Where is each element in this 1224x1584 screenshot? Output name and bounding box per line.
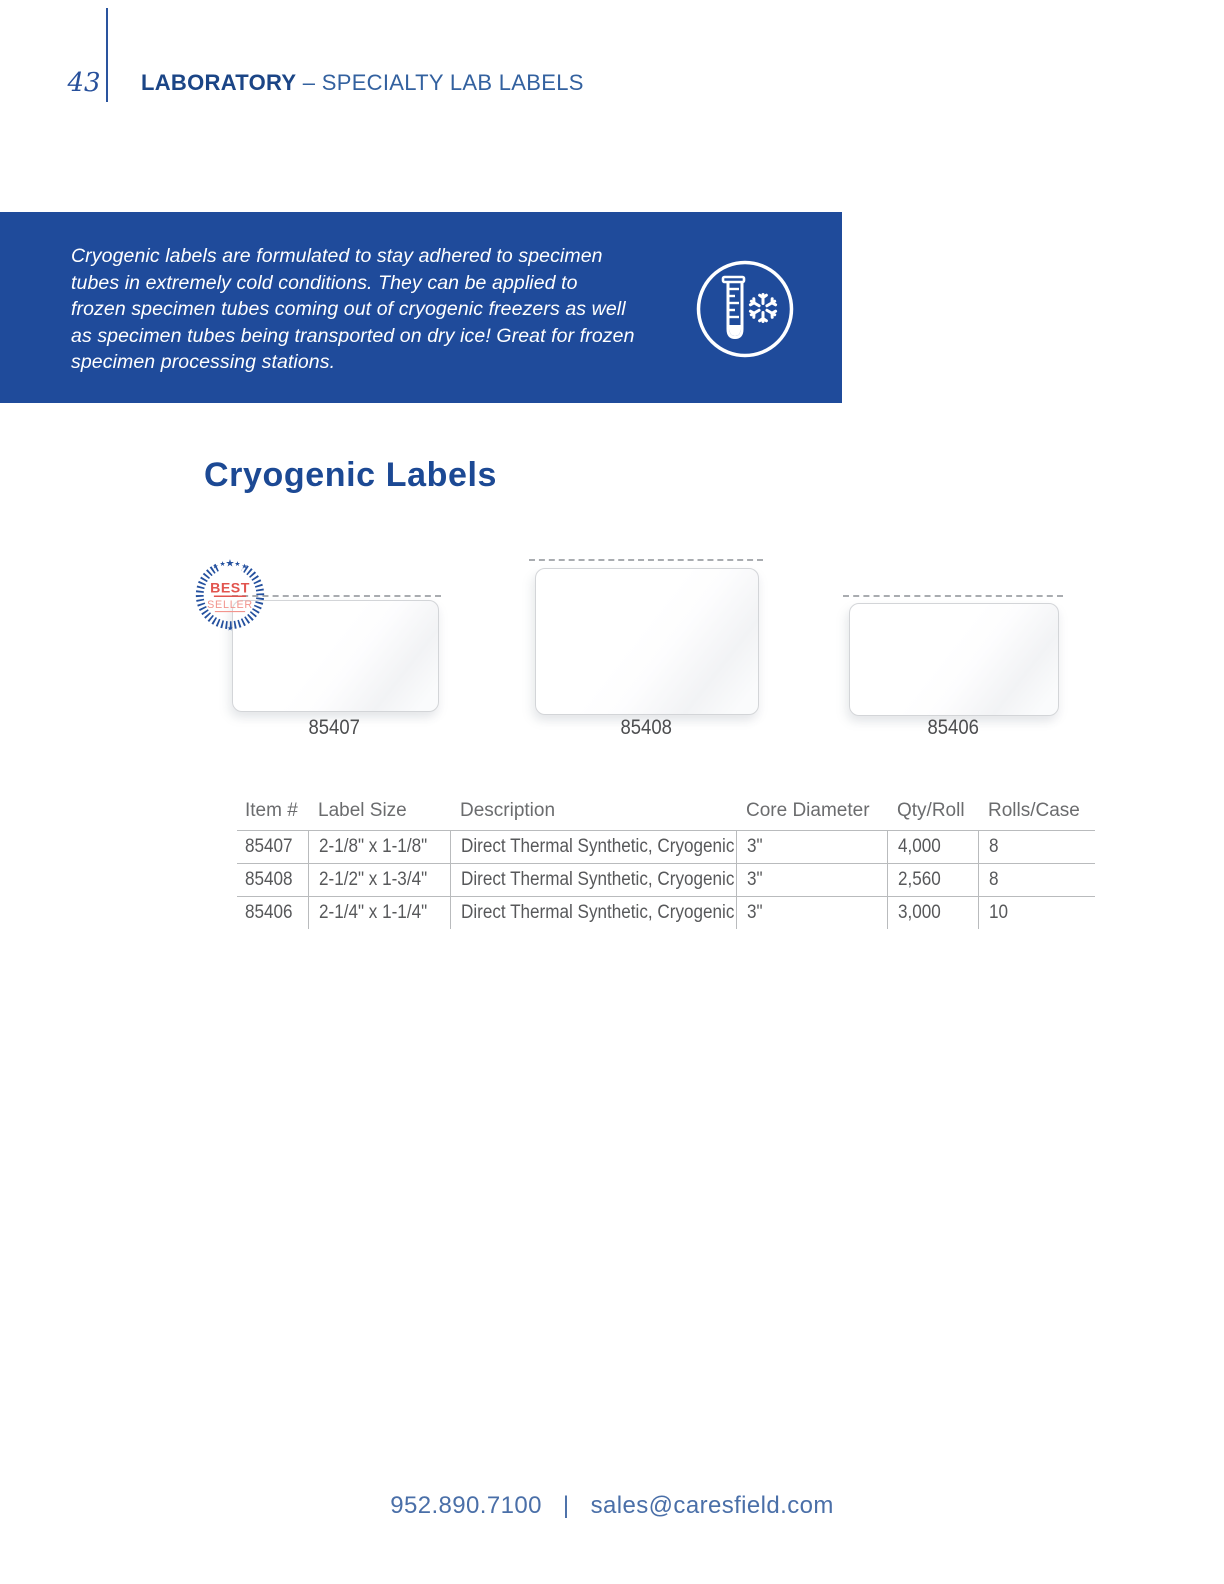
product-table	[237, 796, 1095, 929]
label-image-85406	[849, 603, 1059, 716]
page-number: 43	[67, 68, 101, 98]
test-tube-snowflake-icon	[694, 258, 796, 360]
cell-description: Direct Thermal Synthetic, Cryogenic	[450, 830, 736, 863]
cell-description: Direct Thermal Synthetic, Cryogenic	[450, 896, 736, 929]
perforation-line	[843, 595, 1063, 597]
banner-line: Cryogenic labels are formulated to stay adhered to specimen	[71, 245, 603, 267]
label-item-number: 85408	[620, 716, 672, 739]
page-footer	[0, 1492, 1224, 1520]
banner-line: as specimen tubes being transported on dry ice! Great for frozen	[71, 324, 635, 347]
cell-qty-roll: 3,000	[887, 896, 978, 929]
cell-label-size: 2-1/4" x 1-1/4"	[308, 896, 450, 929]
col-header-rolls-case: Rolls/Case	[988, 800, 1080, 821]
label-image-85408	[535, 568, 759, 715]
badge-best-label: BEST	[210, 579, 250, 596]
footer-email[interactable]: sales@caresfield.com	[590, 1492, 834, 1519]
cell-item: 85408	[237, 863, 308, 896]
label-item-number: 85406	[927, 716, 979, 739]
cell-label-size: 2-1/8" x 1-1/8"	[308, 830, 450, 863]
banner-line: specimen processing stations.	[71, 351, 336, 373]
svg-text:★: ★	[241, 562, 248, 571]
col-header-description: Description	[460, 800, 556, 821]
header-section-label: LABORATORY	[141, 70, 297, 95]
footer-separator: |	[562, 1492, 570, 1519]
col-header-qty-roll: Qty/Roll	[897, 800, 965, 821]
badge-seller-label: SELLER	[207, 599, 253, 612]
col-header-item: Item #	[245, 800, 298, 821]
cell-description: Direct Thermal Synthetic, Cryogenic	[450, 863, 736, 896]
banner-line: frozen specimen tubes coming out of cryogenic freezers as well	[71, 298, 626, 320]
cell-core-diameter: 3"	[736, 896, 887, 929]
cell-rolls-case: 8	[978, 830, 1095, 863]
banner-line: tubes in extremely cold conditions. They can be applied to	[71, 271, 578, 294]
cell-label-size: 2-1/2" x 1-3/4"	[308, 863, 450, 896]
cell-rolls-case: 10	[978, 896, 1095, 929]
footer-phone[interactable]: 952.890.7100	[390, 1492, 542, 1519]
svg-text:★: ★	[225, 557, 235, 570]
cryogenic-info-banner	[0, 212, 842, 403]
col-header-core-diameter: Core Diameter	[746, 800, 870, 821]
cell-core-diameter: 3"	[736, 863, 887, 896]
cell-item: 85406	[237, 896, 308, 929]
cell-core-diameter: 3"	[736, 830, 887, 863]
best-seller-badge	[189, 552, 271, 634]
banner-paragraph	[71, 243, 635, 376]
cell-qty-roll: 4,000	[887, 830, 978, 863]
perforation-line	[529, 559, 763, 561]
header-subsection-label: – SPECIALTY LAB LABELS	[302, 70, 584, 95]
cell-rolls-case: 8	[978, 863, 1095, 896]
header-divider	[106, 8, 108, 102]
svg-text:★: ★	[212, 562, 219, 571]
cell-qty-roll: 2,560	[887, 863, 978, 896]
col-header-label-size: Label Size	[318, 800, 407, 821]
svg-text:★: ★	[226, 624, 234, 633]
svg-text:★: ★	[234, 559, 241, 568]
page-header	[141, 70, 584, 96]
cell-item: 85407	[237, 830, 308, 863]
page-title: Cryogenic Labels	[204, 456, 498, 494]
label-item-number: 85407	[308, 716, 361, 739]
svg-text:★: ★	[219, 559, 226, 568]
